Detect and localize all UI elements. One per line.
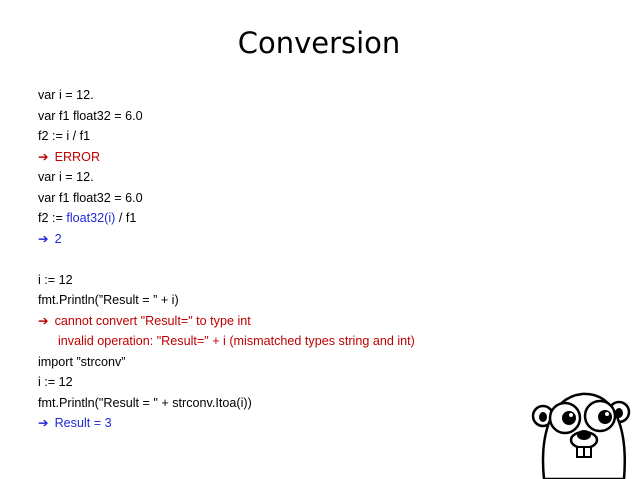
arrow-icon: ➔ (38, 231, 49, 246)
code-line: i := 12 (38, 375, 73, 389)
result-line (38, 229, 558, 250)
code-fragment: f2 := (38, 211, 67, 225)
blank-line (38, 249, 558, 270)
result-text: 2 (54, 231, 62, 246)
code-line-conversion (38, 208, 558, 229)
result-line-error (38, 147, 558, 168)
code-fragment: / f1 (115, 211, 137, 225)
result-text: Result = 3 (54, 416, 112, 430)
arrow-icon: ➔ (38, 313, 49, 328)
slide-title: Conversion (237, 26, 401, 60)
code-line: import ”strconv” (38, 354, 126, 369)
result-line (38, 413, 558, 434)
code-line: fmt.Println(”Result = ” + i) (38, 293, 179, 307)
gopher-mascot-icon (524, 380, 634, 479)
error-text: ERROR (54, 149, 101, 164)
code-line: var i = 12. (38, 170, 94, 184)
error-text: cannot convert "Result=" to type int (54, 313, 251, 328)
error-detail: invalid operation: "Result=" + i (mismatched types string and int) (58, 334, 415, 348)
arrow-icon: ➔ (38, 416, 49, 430)
result-line-error (38, 311, 558, 332)
code-line: var f1 float32 = 6.0 (38, 108, 143, 123)
code-line: var f1 float32 = 6.0 (38, 190, 143, 205)
code-line: var i = 12. (38, 88, 94, 102)
highlight-conversion: float32(i) (66, 211, 116, 225)
code-line: i := 12 (38, 272, 73, 287)
code-line: f2 := i / f1 (38, 129, 91, 143)
code-line: fmt.Println("Result = " + strconv.Itoa(i)) (38, 395, 252, 410)
arrow-icon: ➔ (38, 149, 49, 164)
slide-body (38, 85, 558, 434)
